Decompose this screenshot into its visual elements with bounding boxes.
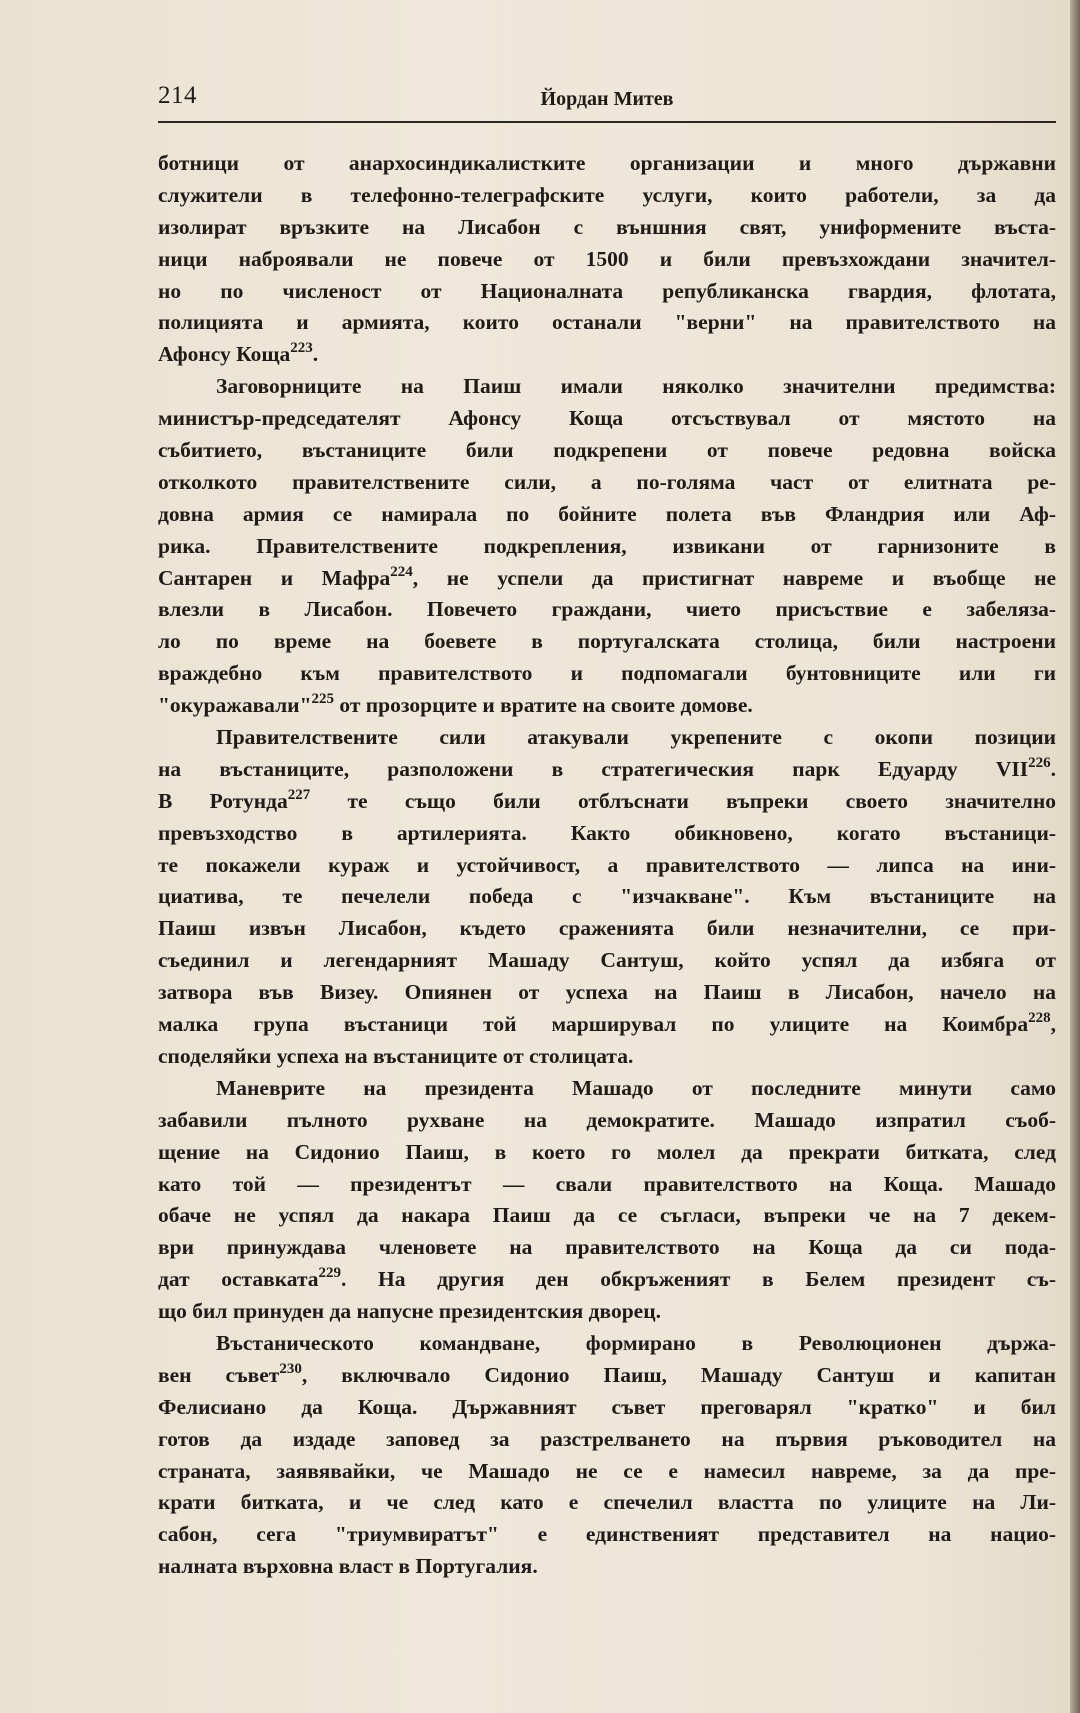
text-line — [158, 435, 1056, 467]
paragraph — [158, 1328, 1056, 1583]
text-line — [158, 594, 1056, 626]
text-line — [158, 1041, 1056, 1073]
line-text: те покажели кураж и устойчивост, а правителството — липса на ини- — [158, 852, 1056, 877]
line-text: отколкото правителствените сили, а по-голяма част от елитната ре- — [158, 469, 1056, 494]
text-line — [158, 722, 1056, 754]
line-text: полицията и армията, които останали "верни" на правителството на — [158, 310, 1056, 335]
line-text: ло по време на боевете в португалската столица, били настроени — [158, 629, 1056, 654]
page-number: 214 — [158, 82, 197, 109]
text-line — [158, 1137, 1056, 1169]
line-text: като той — президентът — свали правителството на Коща. Машадо — [158, 1171, 1056, 1196]
line-text: министър-председателят Афонсу Коща отсъствувал от мястото на — [158, 406, 1056, 431]
line-text: Паиш извън Лисабон, където сраженията били незначителни, се при- — [158, 916, 1056, 941]
line-text: ври принуждава членовете на правителството на Коща да си пода- — [158, 1235, 1056, 1260]
line-text: Заговорниците на Паиш имали няколко значителни предимства: — [216, 374, 1056, 399]
line-text: Афонсу Коща — [158, 342, 291, 367]
text-line — [158, 371, 1056, 403]
text-line — [158, 1360, 1056, 1392]
line-text: съединил и легендарният Машаду Сантуш, който успял да избяга от — [158, 948, 1056, 973]
line-text: събитието, въстаниците били подкрепени от повече редовна войска — [158, 438, 1056, 463]
line-text: налната върховна власт в Португалия. — [158, 1554, 538, 1579]
line-text-after-footnote: , не успели да пристигнат навреме и въобще не — [412, 565, 1057, 590]
page-edge-shadow — [1070, 0, 1080, 1713]
text-line — [158, 1328, 1056, 1360]
text-line — [158, 276, 1056, 308]
running-head-author: Йордан Митев — [540, 88, 674, 110]
paragraph — [158, 148, 1056, 371]
line-text: вен съвет — [158, 1362, 280, 1387]
line-text: крати битката, и че след като е спечелил властта по улиците на Ли- — [158, 1490, 1056, 1515]
text-line — [158, 1232, 1056, 1264]
text-line — [158, 531, 1056, 563]
text-line — [158, 913, 1056, 945]
line-text-after-footnote: те също били отблъснати въпреки своето значително — [310, 788, 1056, 813]
text-line — [158, 1009, 1056, 1041]
page-header — [158, 80, 1056, 120]
line-text: довна армия се намирала по бойните полета във Фландрия или Аф- — [158, 501, 1056, 526]
text-line — [158, 563, 1056, 595]
line-text: превъзходство в артилерията. Както обикновено, когато въстаници- — [158, 820, 1056, 845]
line-text: рика. Правителствените подкрепления, извикани от гарнизоните в — [158, 533, 1056, 558]
line-text: на въстаниците, разположени в стратегическия парк Едуарду VII — [158, 756, 1029, 781]
line-text: щение на Сидонио Паиш, в което го молел да прекрати битката, след — [158, 1139, 1056, 1164]
line-text: но по численост от Националната републиканска гвардия, флотата, — [158, 278, 1056, 303]
text-line — [158, 818, 1056, 850]
footnote-marker: 228 — [1028, 1010, 1051, 1027]
line-text: ботници от анархосиндикалистките организации и много държавни — [158, 151, 1056, 175]
line-text: що бил принуден да напусне президентския дворец. — [158, 1299, 661, 1324]
text-line — [158, 754, 1056, 786]
text-line — [158, 977, 1056, 1009]
text-line — [158, 1424, 1056, 1456]
line-text: страната, заявявайки, че Машадо не се е намесил навреме, за да пре- — [158, 1458, 1056, 1483]
text-line — [158, 499, 1056, 531]
text-line — [158, 626, 1056, 658]
footnote-marker: 227 — [287, 786, 311, 803]
line-text-after-footnote: от прозорците и вратите на своите домове. — [334, 693, 753, 718]
text-line — [158, 945, 1056, 977]
footnote-marker: 229 — [318, 1265, 342, 1282]
text-line — [158, 1551, 1056, 1583]
line-text-after-footnote: . — [1050, 756, 1056, 781]
line-text: ници наброявали не повече от 1500 и били превъзхождани значител- — [158, 246, 1056, 271]
line-text: готов да издаде заповед за разстрелването на първия ръководител на — [158, 1426, 1056, 1451]
line-text: "окуражавали" — [158, 693, 312, 718]
line-text: споделяйки успеха на въстаниците от столицата. — [158, 1043, 634, 1068]
text-line — [158, 244, 1056, 276]
line-text: враждебно към правителството и подпомагали бунтовниците или ги — [158, 661, 1056, 686]
text-line — [158, 339, 1056, 371]
line-text: затвора във Визеу. Опиянен от успеха на Паиш в Лисабон, начело на — [158, 980, 1056, 1005]
header-rule — [158, 121, 1056, 123]
line-text: забавили пълното рухване на демократите. Машадо изпратил съоб- — [158, 1107, 1056, 1132]
line-text: обаче не успял да накара Паиш да се съгласи, въпреки че на 7 декем- — [158, 1203, 1056, 1228]
line-text-after-footnote: . На другия ден обкръженият в Белем президент съ- — [341, 1267, 1056, 1292]
line-text: В Ротунда — [158, 788, 288, 813]
line-text: малка група въстаници той марширувал по улиците на Коимбра — [158, 1012, 1029, 1037]
text-line — [158, 1073, 1056, 1105]
line-text: дат оставката — [158, 1267, 319, 1292]
text-line — [158, 1169, 1056, 1201]
footnote-marker: 230 — [279, 1360, 302, 1377]
line-text: Правителствените сили атакували укрепените с окопи позиции — [216, 725, 1056, 750]
text-line — [158, 212, 1056, 244]
footnote-marker: 224 — [390, 563, 413, 580]
line-text: сабон, сега "триумвиратът" е единственият представител на нацио- — [158, 1522, 1056, 1547]
line-text-after-footnote: , — [1050, 1012, 1056, 1037]
text-line — [158, 786, 1056, 818]
line-text: изолират връзките на Лисабон с външния свят, униформените въста- — [158, 214, 1056, 239]
line-text-after-footnote: . — [312, 342, 319, 367]
text-line — [158, 1264, 1056, 1296]
text-line — [158, 1296, 1056, 1328]
line-text: Маневрите на президента Машадо от последните минути само — [216, 1075, 1056, 1100]
body-text — [158, 148, 1056, 1583]
line-text: Въстаническото командване, формирано в Революционен държа- — [216, 1330, 1056, 1355]
text-line — [158, 148, 1056, 180]
line-text: циатива, те печелели победа с "изчакване". Към въстаниците на — [158, 884, 1056, 909]
line-text: влезли в Лисабон. Повечето граждани, чието присъствие е забеляза- — [158, 597, 1056, 622]
line-text-after-footnote: , включвало Сидонио Паиш, Машаду Сантуш и капитан — [301, 1362, 1056, 1387]
text-line — [158, 1200, 1056, 1232]
text-line — [158, 1105, 1056, 1137]
text-line — [158, 1392, 1056, 1424]
text-line — [158, 467, 1056, 499]
paragraph — [158, 722, 1056, 1073]
paragraph — [158, 371, 1056, 722]
text-line — [158, 180, 1056, 212]
line-text: Фелисиано да Коща. Държавният съвет преговарял "кратко" и бил — [158, 1394, 1056, 1419]
text-line — [158, 690, 1056, 722]
text-line — [158, 1487, 1056, 1519]
text-line — [158, 881, 1056, 913]
footnote-marker: 226 — [1028, 754, 1051, 771]
text-line — [158, 403, 1056, 435]
line-text: служители в телефонно-телеграфските услуги, които работели, за да — [158, 182, 1056, 207]
paragraph — [158, 1073, 1056, 1328]
text-line — [158, 1519, 1056, 1551]
text-line — [158, 658, 1056, 690]
text-line — [158, 307, 1056, 339]
line-text: Сантарен и Мафра — [158, 565, 391, 590]
footnote-marker: 225 — [311, 691, 335, 708]
text-line — [158, 1456, 1056, 1488]
text-line — [158, 850, 1056, 882]
footnote-marker: 223 — [290, 340, 313, 357]
